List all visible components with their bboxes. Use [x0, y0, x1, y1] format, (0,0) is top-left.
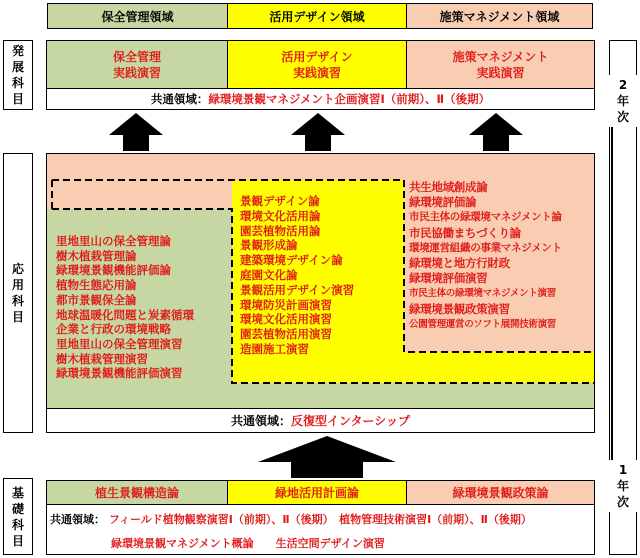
course-item: 環境運営組織の事業マネジメント: [409, 241, 562, 254]
course-line: 実践演習: [112, 65, 161, 80]
course-item: 緑環境と地方行財政: [409, 256, 510, 271]
common-label: 共通領域：: [150, 92, 209, 106]
course-item: 樹木植栽管理演習: [56, 351, 148, 366]
course-item: 緑環境評価論: [409, 195, 477, 210]
side-char: 応: [11, 262, 24, 276]
applied-conservation-courses: [56, 234, 231, 381]
applied-design-courses: [240, 194, 405, 357]
basic-policy-course: 緑環境景観政策論: [406, 480, 595, 505]
arrow-up-right: [469, 113, 523, 151]
course-item: 景観形成論: [240, 238, 298, 253]
course-line: 実践演習: [476, 65, 525, 80]
course-item: 庭園文化論: [240, 267, 298, 282]
course-item: 市民主体の緑環境マネジメント論: [409, 211, 562, 224]
side-label-basic: [3, 478, 33, 555]
applied-common-row: [47, 408, 594, 432]
year-char: 次: [616, 110, 629, 124]
course-item: 環境文化活用演習: [240, 312, 332, 327]
side-char: 礎: [11, 501, 24, 516]
course-item: 景観活用デザイン演習: [240, 282, 355, 297]
year-char: 年: [616, 479, 629, 493]
year-divider: [611, 120, 613, 460]
common-label: 共通領域：: [230, 414, 291, 428]
course-item: 園芸植物活用演習: [240, 327, 332, 342]
side-char: 発: [11, 44, 24, 58]
side-char: 科: [11, 294, 24, 308]
advanced-conservation-practice: [46, 40, 228, 89]
side-char: 目: [11, 310, 24, 324]
header-col-conservation: 保全管理領域: [47, 3, 228, 29]
course-line: 保全管理: [112, 49, 161, 64]
course-item: 緑環境景観機能評価演習: [56, 366, 183, 381]
applied-management-courses: [409, 180, 595, 332]
common-text: 反復型インターシップ: [290, 414, 411, 428]
course-line: 施策マネジメント: [452, 49, 549, 64]
course-line: 活用デザイン: [281, 49, 353, 64]
basic-greenspace-course: 緑地活用計画論: [227, 480, 407, 505]
basic-common-row-2: 緑環境景観マネジメント概論 生活空間デザイン演習: [111, 537, 385, 550]
year-label-1: [609, 460, 637, 512]
side-char: 目: [11, 533, 24, 548]
advanced-common-row: [47, 89, 594, 109]
course-item: 都市景観保全論: [56, 292, 137, 307]
course-item: 環境文化活用論: [240, 208, 321, 223]
course-item: 地球温暖化問題と炭素循環: [56, 307, 194, 322]
basic-vegetation-course: 植生景観構造論: [46, 480, 228, 505]
side-char: 展: [11, 60, 24, 74]
common-label: 共通領域：: [50, 513, 105, 526]
course-item: 景観デザイン論: [240, 194, 320, 208]
arrow-up-middle: [291, 113, 345, 151]
common-text: フィールド植物観察演習Ⅰ（前期）、Ⅱ（後期） 植物管理技術演習Ⅰ（前期）、Ⅱ（後期）: [108, 513, 532, 526]
course-item: 市民協働まちづくり論: [409, 225, 521, 240]
advanced-management-practice: [406, 40, 595, 89]
course-item: 里地里山の保全管理演習: [56, 336, 183, 351]
course-line: 実践演習: [292, 65, 341, 80]
year-char: 次: [616, 495, 629, 509]
arrow-up-big: [258, 436, 396, 478]
arrow-up-left: [109, 113, 163, 151]
year-char: 2: [618, 78, 628, 92]
course-item: 環境防災計画演習: [240, 297, 332, 312]
course-item: 公園管理運営のソフト展開技術演習: [409, 318, 557, 330]
course-item: 緑環境景観機能評価論: [56, 263, 171, 278]
header-col-design: 活用デザイン領域: [227, 3, 407, 29]
side-label-applied: [3, 153, 33, 433]
course-item: 造園施工演習: [240, 341, 309, 356]
side-char: 科: [11, 517, 24, 532]
side-label-advanced: [3, 40, 33, 110]
side-char: 用: [11, 278, 24, 292]
course-item: 建築環境デザイン論: [240, 253, 343, 268]
course-item: 市民主体の緑環境マネジメント演習: [409, 288, 556, 300]
common-text: 緑環境景観マネジメント企画演習Ⅰ（前期）、Ⅱ（後期）: [208, 92, 491, 106]
year-char: 年: [616, 94, 629, 108]
side-char: 科: [11, 76, 24, 90]
header-col-management: 施策マネジメント領域: [406, 3, 593, 29]
side-char: 目: [11, 92, 24, 106]
side-char: 基: [11, 485, 24, 500]
course-item: 共生地域創成論: [409, 180, 488, 194]
advanced-design-practice: [227, 40, 407, 89]
course-item: 里地里山の保全管理論: [56, 234, 171, 248]
year-label-2: [609, 75, 637, 127]
course-item: 植物生態応用論: [56, 278, 137, 293]
course-item: 企業と行政の環境戦略: [56, 322, 171, 337]
course-item: 樹木植栽管理論: [56, 248, 137, 263]
year-char: 1: [618, 463, 628, 477]
course-item: 園芸植物活用論: [240, 223, 321, 238]
course-item: 緑環境評価演習: [409, 271, 488, 286]
course-item: 緑環境景観政策演習: [409, 301, 510, 316]
basic-common-row-1: [50, 511, 595, 529]
